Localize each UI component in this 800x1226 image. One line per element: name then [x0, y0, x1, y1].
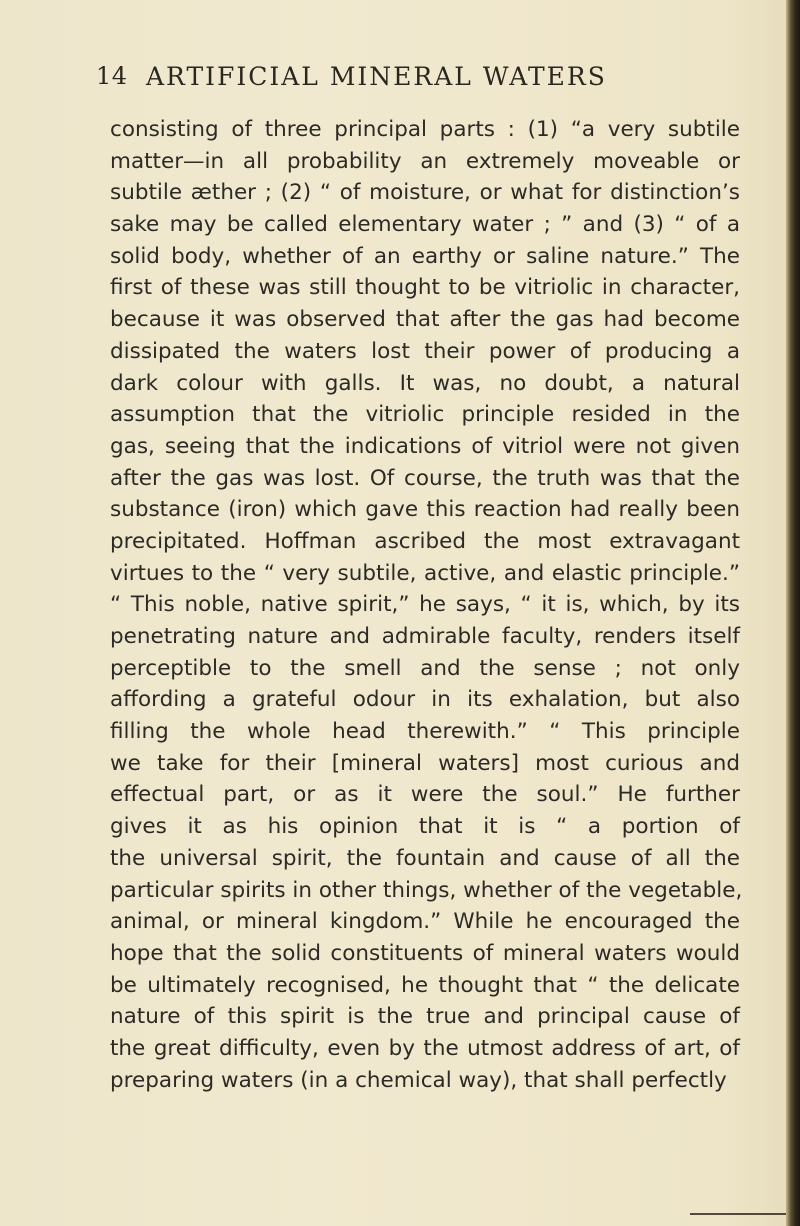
text-line: first of these was still thought to be vitriolic in character, [110, 275, 740, 301]
text-line: subtile æther ; (2) “ of moisture, or what for distinction’s [110, 180, 740, 206]
text-line: animal, or mineral kingdom.” While he encouraged the [110, 909, 740, 935]
page-number: 14 [96, 62, 128, 90]
running-title: ARTIFICIAL MINERAL WATERS [146, 62, 607, 91]
text-line: precipitated. Hoffman ascribed the most extravagant [110, 528, 740, 554]
text-line: sake may be called elementary water ; ” and (3) “ of a [110, 212, 740, 238]
text-line: substance (iron) which gave this reaction had really been [110, 497, 740, 523]
text-line: assumption that the vitriolic principle resided in the [110, 402, 740, 428]
text-line: solid body, whether of an earthy or saline nature.” The [110, 243, 740, 269]
text-line: virtues to the “ very subtile, active, and elastic principle.” [110, 560, 740, 586]
text-line: penetrating nature and admirable faculty, renders itself [110, 624, 740, 649]
text-line: matter—in all probability an extremely moveable or [110, 148, 740, 174]
body-text [110, 114, 743, 1096]
text-line: “ This noble, native spirit,” he says, “ it is, which, by its [110, 592, 740, 618]
text-line: dissipated the waters lost their power of producing a [110, 338, 740, 364]
text-line: the universal spirit, the fountain and cause of all the [110, 845, 740, 871]
text-line: dark colour with galls. It was, no doubt, a natural [110, 370, 740, 396]
page-header [96, 62, 736, 92]
text-line: gives it as his opinion that it is “ a portion of [110, 814, 740, 840]
text-line: after the gas was lost. Of course, the truth was that the [110, 465, 740, 491]
text-line: filling the whole head therewith.” “ This principle [110, 719, 740, 745]
book-edge-shadow [786, 0, 800, 1226]
text-line: the great difficulty, even by the utmost address of art, of [110, 1035, 740, 1061]
text-line: affording a grateful odour in its exhalation, but also [110, 687, 740, 713]
text-line: because it was observed that after the gas had become [110, 307, 740, 333]
text-line: be ultimately recognised, he thought that “ the delicate [110, 972, 740, 998]
text-line: hope that the solid constituents of mineral waters would [110, 940, 740, 966]
text-line: perceptible to the smell and the sense ; not only [110, 655, 740, 681]
text-line: effectual part, or as it were the soul.” He further [110, 782, 740, 808]
text-line: consisting of three principal parts : (1) “a very subtile [110, 117, 740, 142]
text-line: preparing waters (in a chemical way), that shall perfectly [110, 1067, 727, 1093]
text-line: particular spirits in other things, whether of the vegetable, [110, 877, 743, 903]
text-line: gas, seeing that the indications of vitriol were not given [110, 433, 740, 459]
text-line: we take for their [mineral waters] most curious and [110, 750, 740, 776]
text-line: nature of this spirit is the true and principal cause of [110, 1004, 740, 1030]
page-bottom-edge [690, 1213, 786, 1215]
